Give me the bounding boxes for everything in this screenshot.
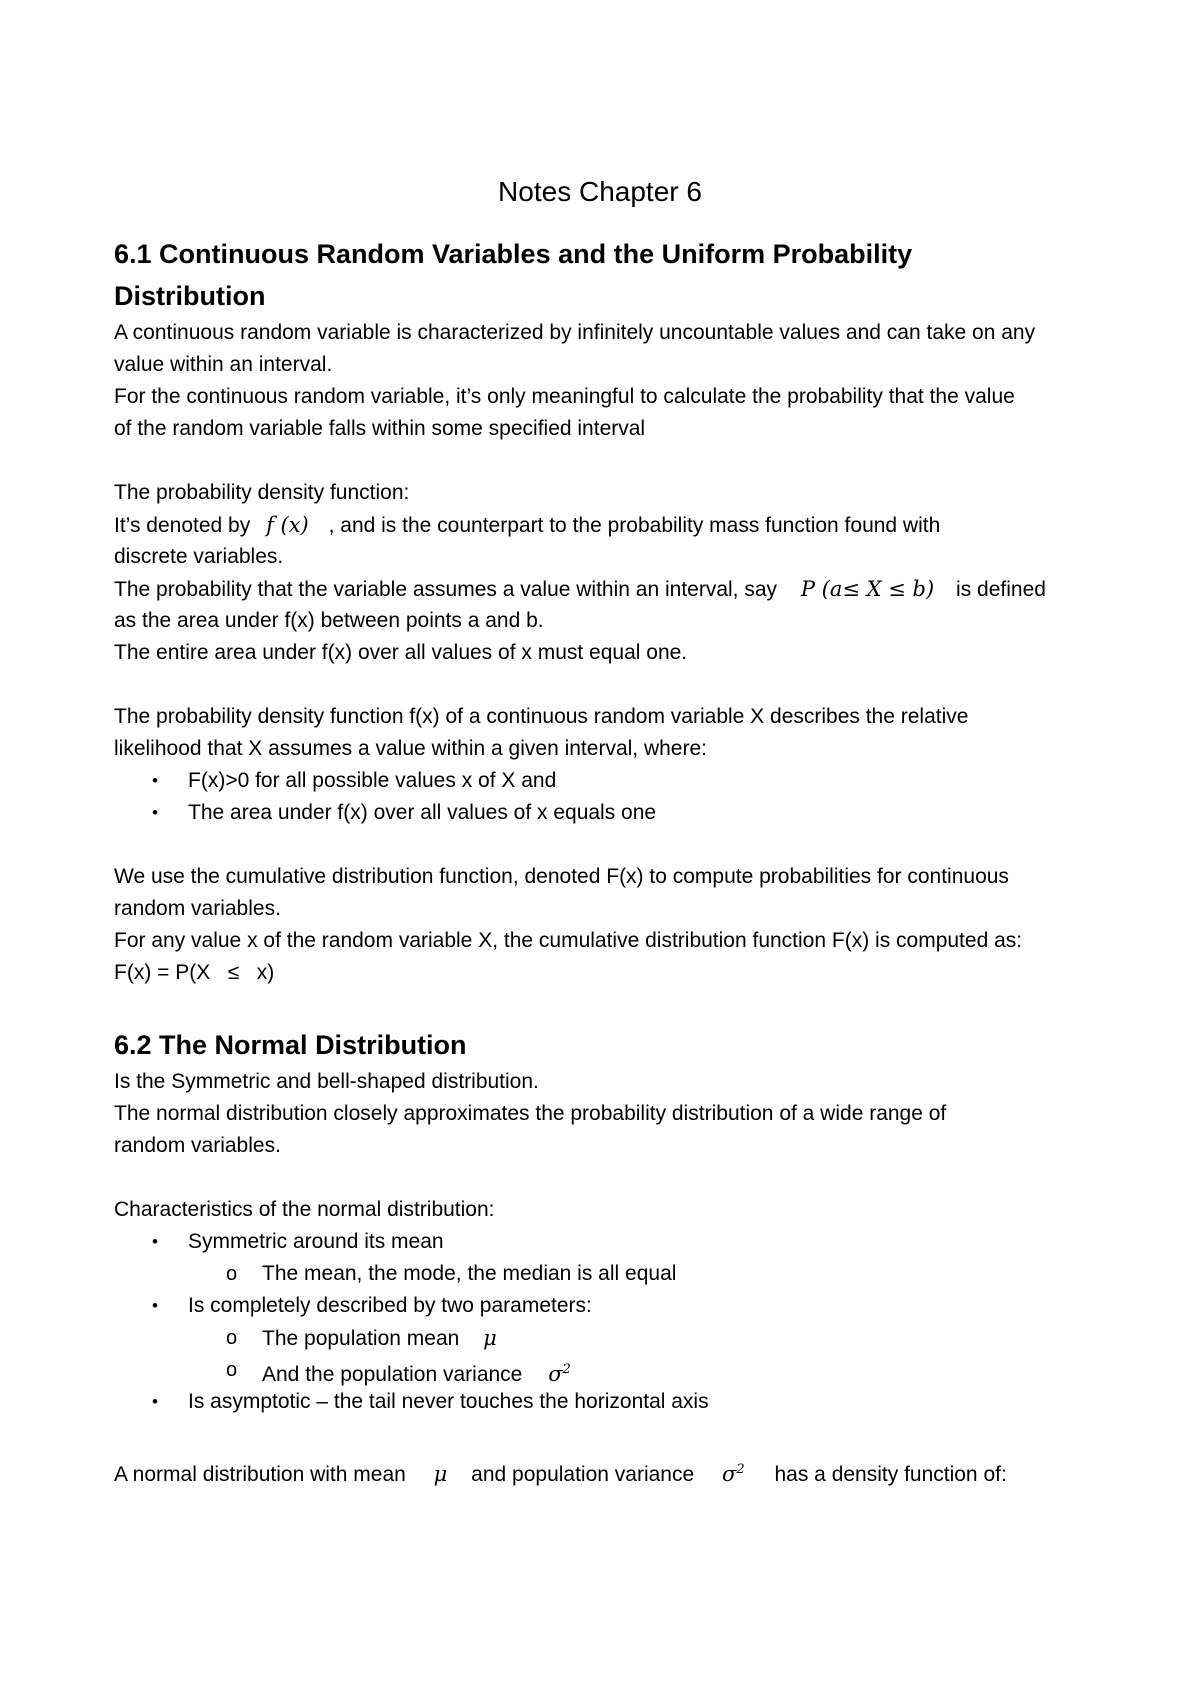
sigma-symbol: σ	[722, 1462, 737, 1486]
sub-bullet-icon: o	[226, 1263, 238, 1285]
sigma-symbol: σ	[548, 1362, 563, 1386]
text-segment: is defined	[956, 578, 1046, 601]
paragraph-line: F(x) = P(X ≤ x)	[114, 961, 275, 984]
bullet-icon: •	[152, 1392, 158, 1411]
section-heading-6-1-cont: Distribution	[114, 281, 266, 311]
paragraph-line: of the random variable falls within some specified interval	[114, 417, 646, 440]
section-heading-6-1: 6.1 Continuous Random Variables and the Uniform Probability	[114, 239, 913, 269]
bullet-icon: •	[152, 771, 158, 790]
text-segment: and population variance	[471, 1463, 695, 1486]
text-segment: , and is the counterpart to the probability mass function found with	[328, 514, 941, 537]
list-item	[0, 1226, 1200, 1258]
page-title: Notes Chapter 6	[498, 176, 702, 207]
paragraph-line: random variables.	[114, 1134, 281, 1157]
paragraph-line	[114, 1454, 1007, 1491]
text-segment: has a density function of:	[774, 1463, 1007, 1486]
sub-list-item	[0, 1354, 1200, 1386]
paragraph-line: likelihood that X assumes a value within a given interval, where:	[114, 737, 707, 760]
paragraph-line: The probability density function f(x) of a continuous random variable X describes the relative	[114, 705, 969, 728]
sub-bullet-icon: o	[226, 1327, 238, 1349]
list-item	[0, 1386, 1200, 1418]
list-item-text: Is completely described by two parameters:	[188, 1294, 592, 1317]
sub-list-item	[0, 1258, 1200, 1290]
paragraph-line: The entire area under f(x) over all values of x must equal one.	[114, 641, 688, 664]
paragraph-line: We use the cumulative distribution function, denoted F(x) to compute probabilities for continuous	[114, 865, 1009, 888]
sub-bullet-icon: o	[226, 1359, 238, 1381]
text-segment: And the population variance	[262, 1363, 523, 1386]
paragraph-line: For the continuous random variable, it’s only meaningful to calculate the probability that the value	[114, 385, 1015, 408]
paragraph-line	[114, 573, 1046, 606]
paragraph-line: Characteristics of the normal distribution:	[114, 1198, 495, 1221]
paragraph-line: The probability density function:	[114, 481, 410, 504]
paragraph-line: discrete variables.	[114, 545, 284, 568]
section-heading-6-2: 6.2 The Normal Distribution	[114, 1030, 467, 1060]
list-item	[0, 797, 1200, 829]
math-fx: f (x)	[266, 513, 309, 537]
math-mu: μ	[433, 1462, 448, 1486]
math-mu: μ	[483, 1326, 497, 1350]
exponent: 2	[562, 1362, 571, 1377]
paragraph-line: The normal distribution closely approximates the probability distribution of a wide range of	[114, 1102, 947, 1125]
list-item-text: F(x)>0 for all possible values x of X and	[188, 769, 557, 792]
paragraph-line: as the area under f(x) between points a and b.	[114, 609, 544, 632]
bullet-icon: •	[152, 1296, 158, 1315]
bullet-icon: •	[152, 803, 158, 822]
paragraph-line: value within an interval.	[114, 353, 333, 376]
bullet-icon: •	[152, 1232, 158, 1251]
paragraph-line: Is the Symmetric and bell-shaped distribution.	[114, 1070, 539, 1093]
list-item-text: Is asymptotic – the tail never touches the horizontal axis	[188, 1390, 709, 1413]
math-sigma	[548, 1362, 571, 1386]
exponent: 2	[736, 1462, 745, 1477]
paragraph-line: A continuous random variable is characterized by infinitely uncountable values and can take on any	[114, 321, 1036, 344]
text-segment: It’s denoted by	[114, 514, 251, 537]
paragraph-line: For any value x of the random variable X, the cumulative distribution function F(x) is computed as:	[114, 929, 1023, 952]
math-sigma	[722, 1462, 745, 1486]
paragraph-line: random variables.	[114, 897, 281, 920]
sub-list-item	[0, 1322, 1200, 1354]
sub-list-item-text	[262, 1322, 497, 1355]
math-interval-probability: P (a≤ X ≤ b)	[800, 577, 935, 601]
text-segment: The population mean	[262, 1327, 460, 1350]
list-item-text: Symmetric around its mean	[188, 1230, 444, 1253]
paragraph-line	[114, 509, 940, 542]
text-segment: The probability that the variable assumes a value within an interval, say	[114, 578, 778, 601]
list-item-text: The area under f(x) over all values of x equals one	[188, 801, 657, 824]
list-item	[0, 765, 1200, 797]
sub-list-item-text: The mean, the mode, the median is all equal	[262, 1262, 677, 1285]
list-item	[0, 1290, 1200, 1322]
text-segment: A normal distribution with mean	[114, 1463, 406, 1486]
